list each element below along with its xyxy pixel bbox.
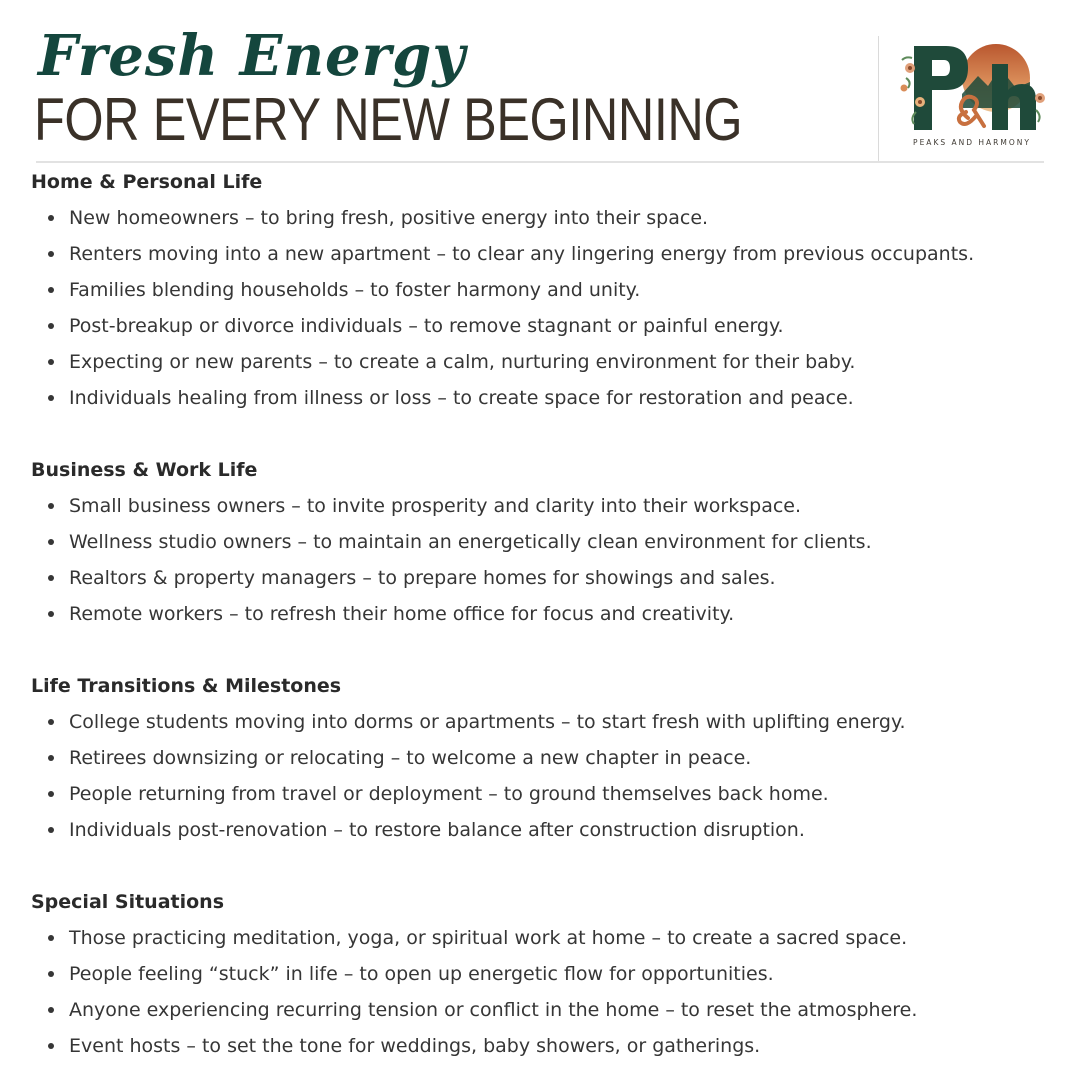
list-business-work [31, 488, 1061, 632]
logo-text: PEAKS AND HARMONY [913, 138, 1031, 147]
list-item: Anyone experiencing recurring tension or conflict in the home – to reset the atmosphere. [31, 992, 1061, 1028]
list-item: Realtors & property managers – to prepare homes for showings and sales. [31, 560, 1061, 596]
list-item: Expecting or new parents – to create a calm, nurturing environment for their baby. [31, 344, 1061, 380]
list-special-situations [31, 920, 1061, 1064]
logo [896, 38, 1048, 154]
content [31, 164, 1061, 1064]
logo-divider [878, 36, 879, 162]
section-title-life-transitions: Life Transitions & Milestones [31, 675, 342, 697]
header-divider [36, 161, 1044, 163]
list-item: Individuals post-renovation – to restore balance after construction disruption. [31, 812, 1061, 848]
header [0, 0, 1080, 165]
list-life-transitions [31, 704, 1061, 848]
list-item: Individuals healing from illness or loss – to create space for restoration and peace. [31, 380, 1061, 416]
list-item: Retirees downsizing or relocating – to welcome a new chapter in peace. [31, 740, 1061, 776]
list-item: Event hosts – to set the tone for weddings, baby showers, or gatherings. [31, 1028, 1061, 1064]
list-item: College students moving into dorms or apartments – to start fresh with uplifting energy. [31, 704, 1061, 740]
section-title-business-work: Business & Work Life [31, 459, 258, 481]
list-item: Small business owners – to invite prosperity and clarity into their workspace. [31, 488, 1061, 524]
list-item: People returning from travel or deployment – to ground themselves back home. [31, 776, 1061, 812]
section-title-special-situations: Special Situations [31, 891, 225, 913]
list-item: Families blending households – to foster harmony and unity. [31, 272, 1061, 308]
list-item: Post-breakup or divorce individuals – to remove stagnant or painful energy. [31, 308, 1061, 344]
list-item: People feeling “stuck” in life – to open up energetic flow for opportunities. [31, 956, 1061, 992]
script-title: Fresh Energy [38, 23, 466, 89]
list-item: Remote workers – to refresh their home office for focus and creativity. [31, 596, 1061, 632]
list-item: Wellness studio owners – to maintain an energetically clean environment for clients. [31, 524, 1061, 560]
peaks-and-harmony-monogram-icon [896, 38, 1048, 138]
section-title-home-personal: Home & Personal Life [31, 171, 263, 193]
list-item: Those practicing meditation, yoga, or spiritual work at home – to create a sacred space. [31, 920, 1061, 956]
list-item: Renters moving into a new apartment – to clear any lingering energy from previous occupants. [31, 236, 1061, 272]
list-home-personal [31, 200, 1061, 416]
page-title: FOR EVERY NEW BEGINNING [34, 86, 743, 153]
list-item: New homeowners – to bring fresh, positive energy into their space. [31, 200, 1061, 236]
